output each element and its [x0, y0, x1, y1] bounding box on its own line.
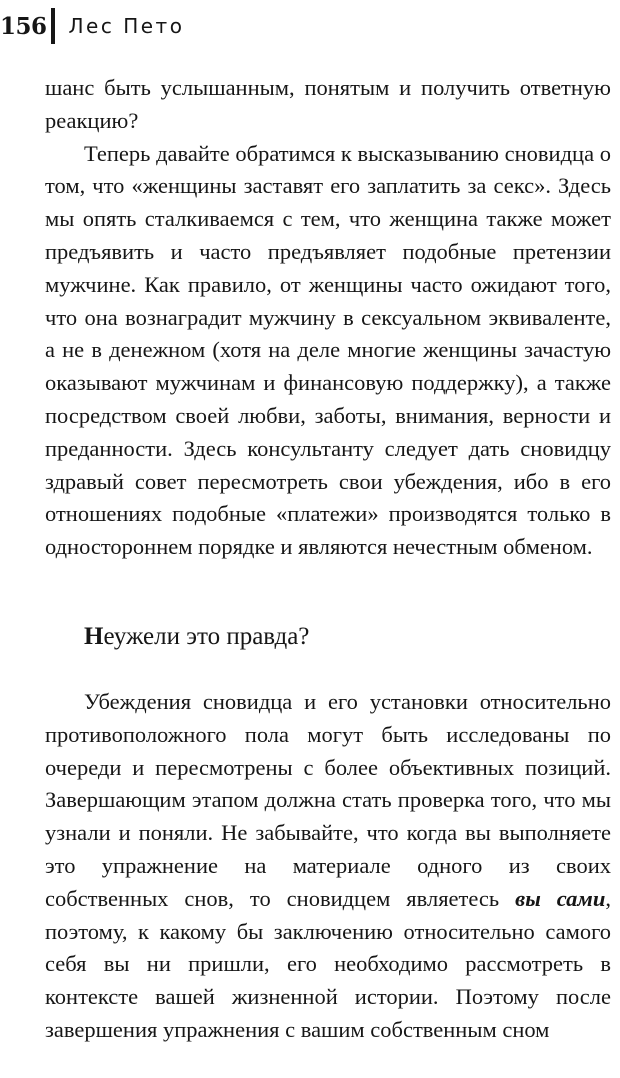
page-body: [45, 72, 611, 1047]
header-divider: [51, 8, 55, 44]
page-number: 156: [0, 12, 47, 40]
emphasis-you-yourself: вы сами: [515, 885, 606, 911]
paragraph-payment-beliefs: Теперь давайте обратимся к высказыванию сновидца о том, что «женщины заставят его заплатить за секс». Здесь мы опять сталкиваемся с тем, что женщина также может предъявить и часто предъявляет подобные претензии мужчине. Как правило, от женщины часто ожидают того, что она вознаградит мужчину в сексуальном эквиваленте, а не в денежном (хотя на деле многие женщины зачастую оказывают мужчинам и финансовую поддержку), а также посредством своей любви, заботы, внимания, верности и преданности. Здесь консультанту следует дать сновидцу здравый совет пересмотреть свои убеждения, ибо в его отношениях подобные «платежи» производятся только в одностороннем порядке и являются нечестным обменом.: [45, 140, 611, 560]
paragraph-verification-start: Убеждения сновидца и его установки относительно противоположного пола могут быть исследованы по очереди и пересмотрены с более объективных позиций. Завершающим этапом должна стать проверка того, что мы узнали и поняли. Не забывайте, что когда вы выполняете это упражнение на материале одного из своих собственных снов, то сновидцем являетесь: [45, 688, 611, 911]
section-heading-initial: Н: [84, 622, 104, 650]
section-heading-text: еужели это правда?: [103, 622, 310, 650]
page-header: [0, 4, 184, 48]
continued-paragraph: шанс быть услышанным, понятым и получить ответную реакцию?: [45, 75, 611, 133]
running-title: Лес Пето: [68, 14, 185, 38]
section-heading: [84, 620, 611, 654]
paragraph-verification-end: , поэтому, к какому бы заключению относительно самого себя вы ни пришли, его необходимо рассмотреть в контексте вашей жизненной истории. Поэтому после завершения упражнения с вашим собственным сном: [45, 885, 611, 1042]
paragraph-verification: [45, 686, 611, 1047]
